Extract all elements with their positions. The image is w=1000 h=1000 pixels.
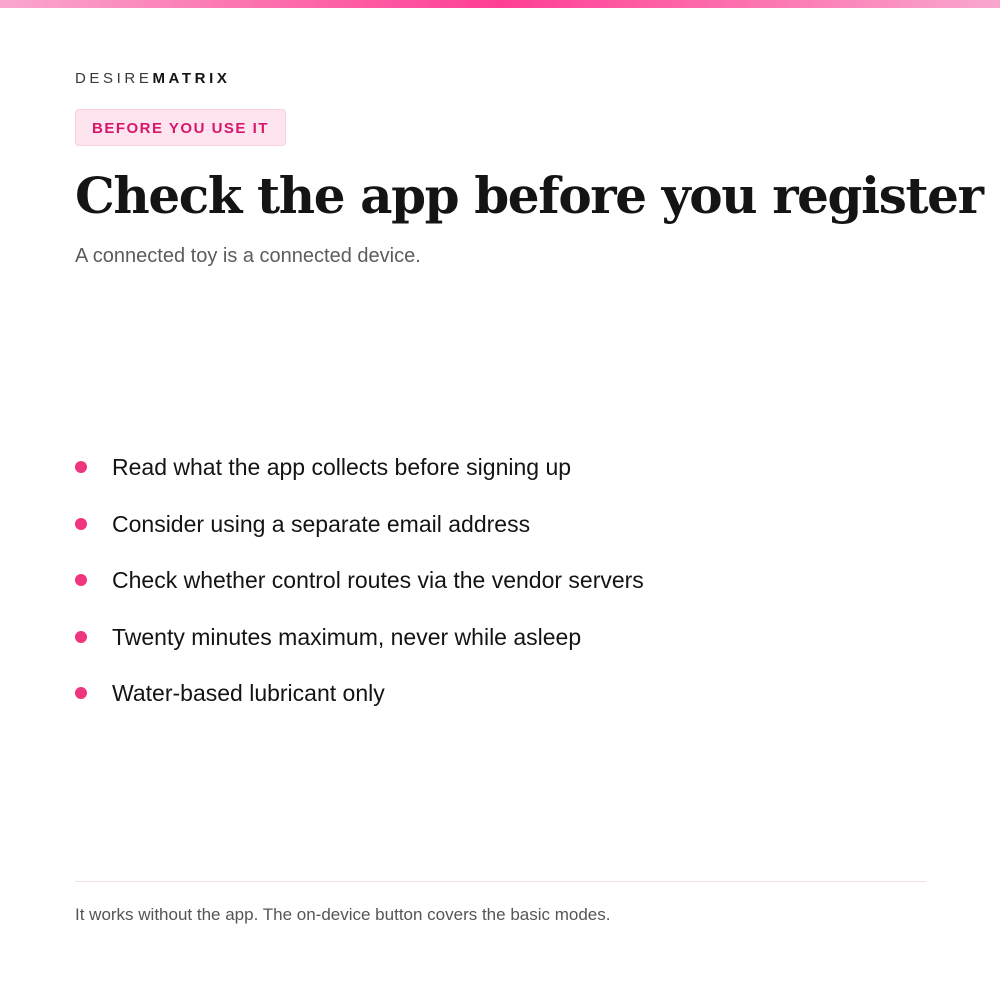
checklist-item — [75, 450, 644, 484]
brand-name-light: DESIRE — [75, 70, 153, 87]
checklist-item-text: Twenty minutes maximum, never while asleep — [112, 623, 582, 650]
bullet-dot-icon — [75, 461, 87, 473]
checklist-item-text: Consider using a separate email address — [112, 510, 531, 537]
page-subtitle: A connected toy is a connected device. — [75, 245, 421, 267]
checklist-item — [75, 563, 644, 597]
top-accent-bar — [0, 0, 1000, 8]
page-title: Check the app before you register — [75, 166, 983, 225]
section-badge: BEFORE YOU USE IT — [75, 109, 286, 146]
brand-name-bold: MATRIX — [152, 70, 231, 87]
bullet-dot-icon — [75, 518, 87, 530]
checklist-item-text: Read what the app collects before signing up — [112, 454, 572, 480]
checklist-item — [75, 676, 644, 710]
checklist-item-text: Check whether control routes via the vendor servers — [112, 567, 644, 593]
checklist-item — [75, 620, 644, 654]
bullet-dot-icon — [75, 687, 87, 699]
checklist — [75, 450, 644, 733]
brand-logo — [75, 70, 230, 88]
checklist-item — [75, 507, 644, 541]
checklist-item-text: Water-based lubricant only — [112, 680, 385, 706]
footer-divider — [75, 881, 926, 882]
bullet-dot-icon — [75, 574, 87, 586]
bullet-dot-icon — [75, 631, 87, 643]
footer-note: It works without the app. The on-device button covers the basic modes. — [75, 905, 611, 924]
